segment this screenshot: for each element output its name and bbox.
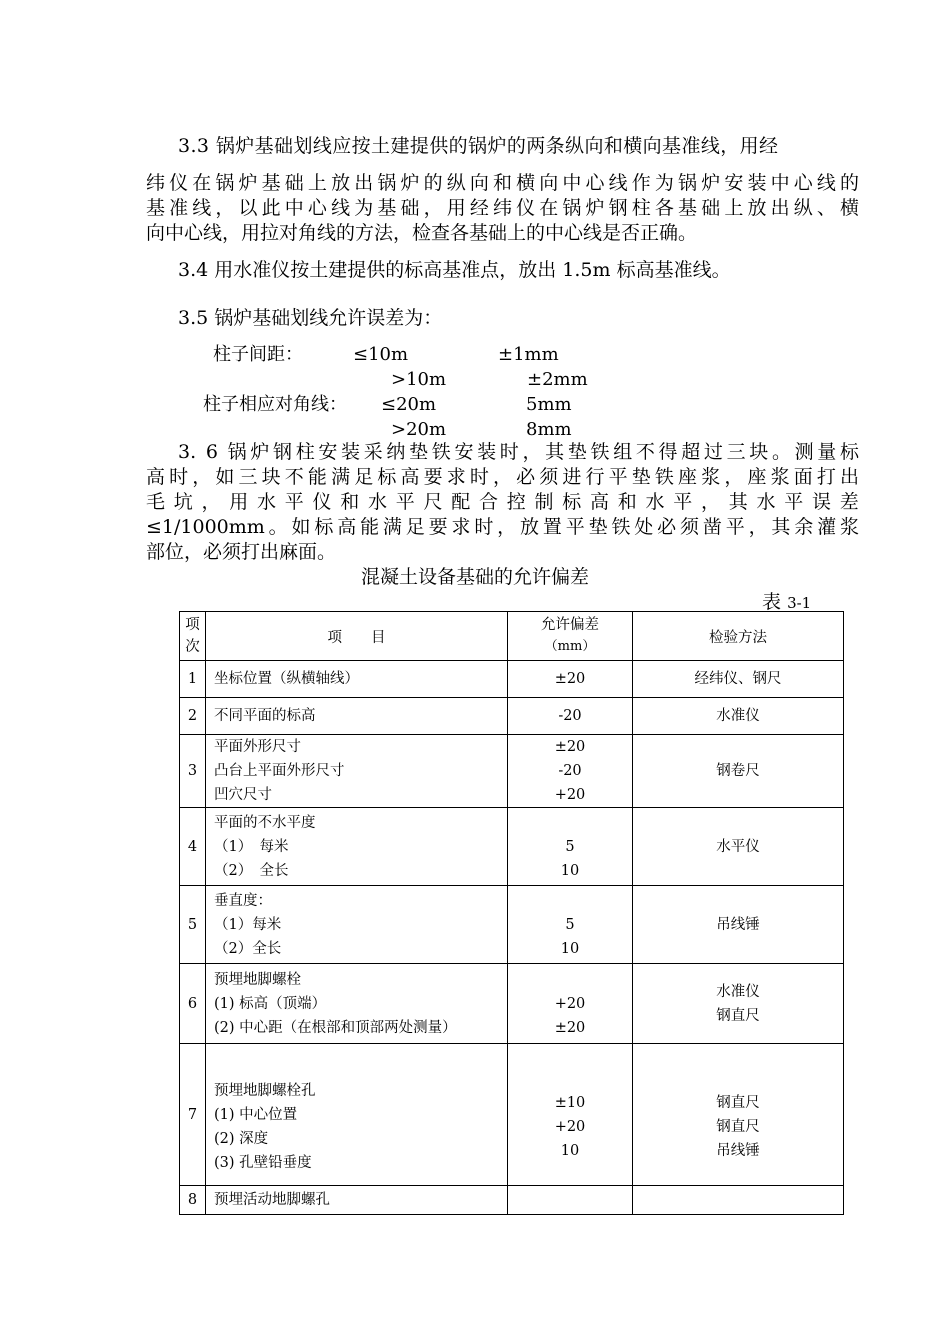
table-row	[180, 808, 844, 886]
tolerance-value: ±20	[554, 739, 586, 755]
para-3-6-line-3-char: 制	[534, 491, 554, 513]
method-line: 钢直尺	[716, 1118, 760, 1135]
column-spacing-cond-1: ≤10m	[353, 344, 409, 365]
diagonal-val-2: 8mm	[526, 419, 572, 440]
tolerance-table	[179, 611, 844, 1215]
method-line: 水准仪	[716, 708, 760, 724]
item-cell	[206, 808, 508, 886]
method-cell	[633, 1044, 844, 1186]
method-line: 水平仪	[716, 838, 760, 855]
tolerance-value: +20	[554, 995, 586, 1012]
method-cell	[633, 661, 844, 698]
para-3-6-line-3-char: ，	[701, 491, 721, 513]
tolerance-value: 5	[565, 916, 575, 933]
item-cell	[206, 661, 508, 698]
tolerance-value	[508, 1188, 632, 1212]
method-cell	[633, 964, 844, 1044]
method-cell	[633, 886, 844, 964]
table-number-value: 3-1	[787, 594, 812, 612]
para-3-6-line-3-char: 尺	[423, 491, 443, 513]
table-title: 混凝土设备基础的允许偏差	[360, 566, 589, 588]
method-cell	[633, 1186, 844, 1215]
item-line: 垂直度：	[214, 892, 272, 909]
para-3-6-line-4: ≤1/1000mm。如标高能满足要求时，放置平垫铁处必须凿平，其余灌浆	[146, 516, 859, 538]
tolerance-cell	[508, 886, 633, 964]
tolerance-value	[508, 811, 632, 835]
row-number: 2	[180, 698, 206, 735]
item-line: (1) 中心位置	[214, 1106, 298, 1123]
table-row	[180, 964, 844, 1044]
item-cell	[206, 964, 508, 1044]
item-line: 预埋地脚螺栓	[214, 971, 301, 988]
diagonal-cond-1: ≤20m	[381, 394, 437, 415]
item-line: (1) 标高（顶端）	[214, 995, 327, 1012]
item-cell	[206, 735, 508, 808]
para-3-6-line-3-char: 差	[839, 491, 859, 513]
method-cell	[633, 808, 844, 886]
method-line: 经纬仪、钢尺	[694, 671, 782, 687]
tolerance-value: 10	[560, 862, 580, 879]
item-line: 凹穴尺寸	[214, 787, 272, 803]
header-no-bottom: 次	[185, 639, 200, 655]
table-number-prefix: 表	[762, 591, 782, 613]
para-3-6-line-3	[146, 490, 859, 514]
row-number: 3	[180, 735, 206, 808]
table-row	[180, 886, 844, 964]
header-no	[180, 612, 206, 661]
item-line: （1） 每米	[214, 838, 289, 855]
para-3-6-line-1: 3. 6 锅炉钢柱安装采纳垫铁安装时，其垫铁组不得超过三块。测量标	[178, 441, 859, 463]
method-cell	[633, 698, 844, 735]
para-3-6-line-3-char: 配	[451, 491, 471, 513]
para-3-6-line-3-char: 用	[229, 491, 249, 513]
item-line: 预埋活动地脚螺孔	[214, 1192, 330, 1208]
diagonal-cond-2: >20m	[391, 419, 447, 440]
row-number: 6	[180, 964, 206, 1044]
para-3-6-line-3-char: 仪	[312, 491, 332, 513]
row-number: 7	[180, 1044, 206, 1186]
item-cell	[206, 1186, 508, 1215]
column-spacing-cond-2: >10m	[391, 369, 447, 390]
diagonal-label: 柱子相应对角线：	[203, 394, 347, 415]
para-3-6-line-3-char: ，	[201, 491, 221, 513]
para-3-3-line-2: 纬仪在锅炉基础上放出锅炉的纵向和横向中心线作为锅炉安装中心线的	[146, 172, 859, 194]
header-item: 项 目	[206, 612, 508, 661]
para-3-6-line-3-char: 和	[340, 491, 360, 513]
item-line: (2) 深度	[214, 1130, 269, 1147]
row-number: 8	[180, 1186, 206, 1215]
para-3-6-line-3-char: 平	[673, 491, 693, 513]
tolerance-cell	[508, 661, 633, 698]
column-spacing-val-2: ±2mm	[527, 369, 588, 390]
row-number: 5	[180, 886, 206, 964]
header-method: 检验方法	[633, 612, 844, 661]
para-3-6-line-3-char: 和	[617, 491, 637, 513]
table-row	[180, 1044, 844, 1186]
para-3-6-line-3-char: 其	[728, 491, 748, 513]
method-line: 吊线锤	[716, 1142, 760, 1159]
tolerance-value: +20	[554, 787, 586, 803]
para-3-6-line-3-char: 坑	[173, 491, 193, 513]
tolerance-value: ±20	[554, 671, 586, 687]
tolerance-cell	[508, 735, 633, 808]
method-line: 钢卷尺	[716, 763, 760, 779]
tolerance-value	[508, 968, 632, 992]
para-3-6-line-3-char: 水	[257, 491, 277, 513]
para-3-5: 3.5 锅炉基础划线允许误差为：	[178, 307, 443, 329]
column-spacing-label: 柱子间距：	[213, 344, 303, 365]
method-line: 水准仪	[716, 983, 760, 1000]
para-3-3-line-1: 3.3 锅炉基础划线应按土建提供的锅炉的两条纵向和横向基准线，用经	[178, 135, 779, 157]
table-number	[762, 587, 811, 614]
item-line: 平面外形尺寸	[214, 739, 301, 755]
tolerance-value: +20	[554, 1118, 586, 1135]
row-number: 4	[180, 808, 206, 886]
para-3-6-line-3-char: 控	[506, 491, 526, 513]
para-3-6-line-5: 部位，必须打出麻面。	[146, 541, 337, 563]
para-3-6-line-3-char: 平	[395, 491, 415, 513]
method-line	[633, 1188, 843, 1212]
para-3-6-line-3-char: 毛	[146, 491, 166, 513]
table-row	[180, 661, 844, 698]
para-3-6-line-3-char: 水	[368, 491, 388, 513]
para-3-6-line-3-char: 高	[590, 491, 610, 513]
item-line: 平面的不水平度	[214, 814, 316, 831]
item-line: 坐标位置（纵横轴线）	[214, 671, 359, 687]
item-line: 凸台上平面外形尺寸	[214, 763, 345, 779]
method-line	[633, 1067, 843, 1091]
item-line: (2) 中心距（在根部和顶部两处测量）	[214, 1019, 457, 1036]
para-3-6-line-3-char: 平	[784, 491, 804, 513]
tolerance-cell	[508, 808, 633, 886]
method-line: 吊线锤	[716, 916, 760, 933]
diagonal-val-1: 5mm	[526, 394, 572, 415]
column-spacing-val-1: ±1mm	[498, 344, 559, 365]
para-3-6-line-3-char: 平	[284, 491, 304, 513]
tolerance-value: ±20	[554, 1019, 586, 1036]
tolerance-cell	[508, 698, 633, 735]
item-line: 预埋地脚螺栓孔	[214, 1082, 316, 1099]
table-header-row	[180, 612, 844, 661]
item-line: 不同平面的标高	[214, 708, 316, 724]
item-line: (3) 孔壁铅垂度	[214, 1154, 312, 1171]
para-3-3-line-4: 向中心线，用拉对角线的方法，检查各基础上的中心线是否正确。	[146, 222, 698, 244]
header-tolerance-unit: （mm）	[544, 639, 596, 654]
para-3-3-line-3: 基准线，以此中心线为基础，用经纬仪在锅炉钢柱各基础上放出纵、横	[146, 197, 859, 219]
tolerance-cell	[508, 1044, 633, 1186]
tolerance-value: -20	[558, 708, 582, 724]
item-cell	[206, 886, 508, 964]
method-line: 钢直尺	[716, 1094, 760, 1111]
item-cell	[206, 1044, 508, 1186]
table-row	[180, 698, 844, 735]
tolerance-value: -20	[558, 763, 582, 779]
header-tolerance	[508, 612, 633, 661]
item-cell	[206, 698, 508, 735]
para-3-6-line-2: 高时，如三块不能满足标高要求时，必须进行平垫铁座浆，座浆面打出	[146, 466, 859, 488]
item-line: （1）每米	[214, 916, 282, 933]
table-row	[180, 1186, 844, 1215]
tolerance-value: ±10	[554, 1094, 586, 1111]
method-line: 钢直尺	[716, 1007, 760, 1024]
method-cell	[633, 735, 844, 808]
para-3-6-line-3-char: 合	[479, 491, 499, 513]
para-3-6-line-3-char: 误	[812, 491, 832, 513]
tolerance-cell	[508, 964, 633, 1044]
tolerance-value	[508, 889, 632, 913]
tolerance-value: 10	[560, 940, 580, 957]
para-3-6-line-3-char: 标	[562, 491, 582, 513]
item-line: （2）全长	[214, 940, 282, 957]
item-line: （2） 全长	[214, 862, 289, 879]
tolerance-cell	[508, 1186, 633, 1215]
tolerance-value: 5	[565, 838, 575, 855]
para-3-4: 3.4 用水准仪按土建提供的标高基准点，放出 1.5m 标高基准线。	[178, 259, 731, 281]
header-no-top: 项	[185, 617, 200, 633]
para-3-6-line-3-char: 水	[645, 491, 665, 513]
tolerance-value: 10	[560, 1142, 580, 1159]
para-3-6-line-3-char: 水	[756, 491, 776, 513]
header-tolerance-top: 允许偏差	[541, 617, 599, 633]
row-number: 1	[180, 661, 206, 698]
tolerance-value	[508, 1067, 632, 1091]
table-row	[180, 735, 844, 808]
